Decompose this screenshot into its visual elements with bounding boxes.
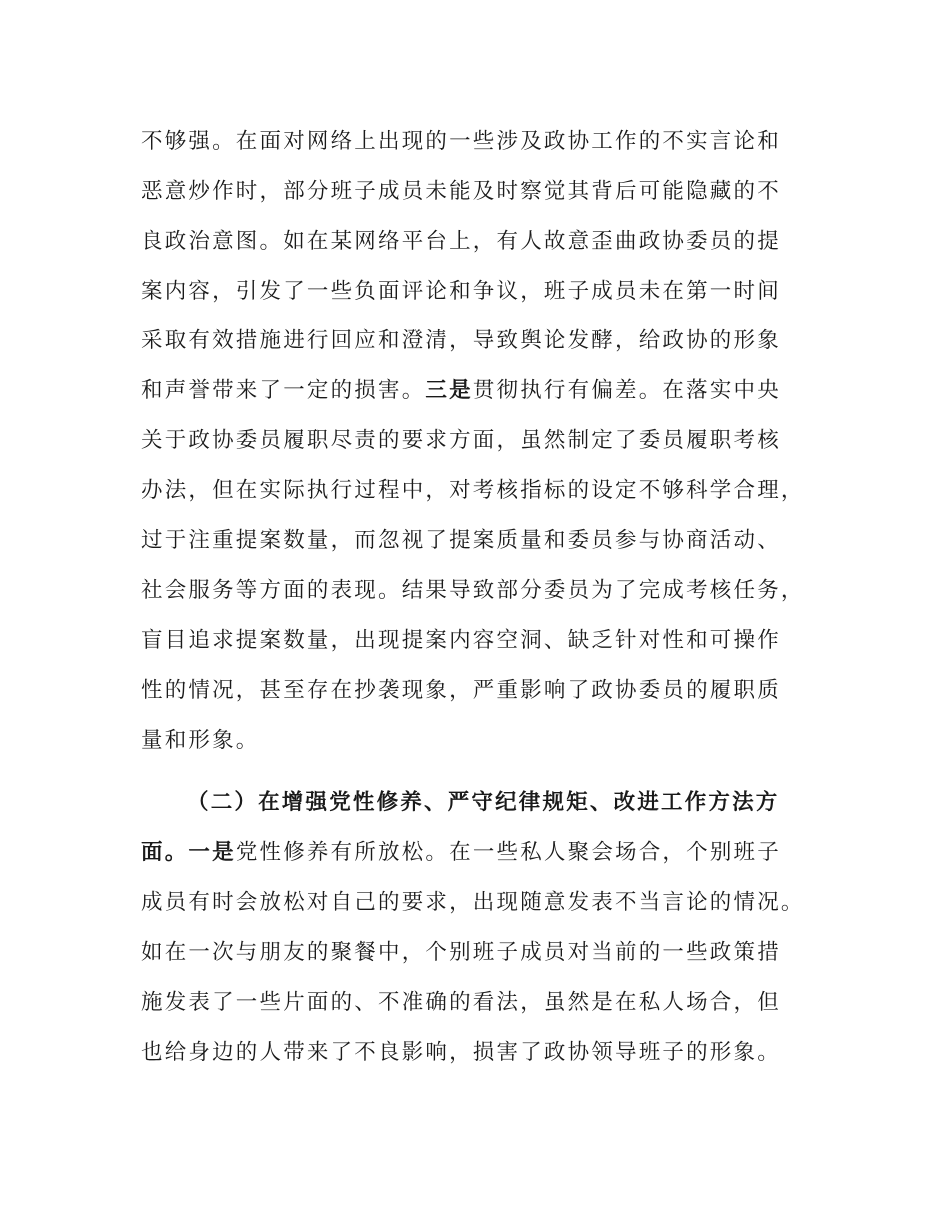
text-line: 过于注重提案数量，而忽视了提案质量和委员参与协商活动、 [141, 528, 781, 553]
text-line: 社会服务等方面的表现。结果导致部分委员为了完成考核任务， [141, 578, 805, 603]
text-line: 办法，但在实际执行过程中，对考核指标的设定不够科学合理， [141, 478, 805, 503]
text-line: 案内容，引发了一些负面评论和争议，班子成员未在第一时间 [141, 279, 781, 304]
text-line: 关于政协委员履职尽责的要求方面，虽然制定了委员履职考核 [141, 428, 781, 453]
text-run: 和声誉带来了一定的损害。 [141, 378, 426, 403]
text-line: 也给身边的人带来了不良影响，损害了政协领导班子的形象。 [141, 1040, 781, 1065]
text-line: 恶意炒作时，部分班子成员未能及时察觉其背后可能隐藏的不 [141, 179, 781, 204]
text-line: 施发表了一些片面的、不准确的看法，虽然是在私人场合，但 [141, 990, 781, 1015]
section-heading: （二）在增强党性修养、严守纪律规矩、改进工作方法方 [187, 790, 780, 815]
bold-lead: 面。一是 [141, 840, 236, 865]
text-run: 党性修养有所放松。在一些私人聚会场合，个别班子 [235, 840, 781, 865]
bold-lead: 三是 [425, 378, 473, 403]
text-line: 不够强。在面对网络上出现的一些涉及政协工作的不实言论和 [141, 129, 781, 154]
text-run: 贯彻执行有偏差。在落实中央 [472, 378, 781, 403]
text-line-mixed [141, 838, 781, 868]
text-line: 量和形象。 [141, 728, 260, 753]
text-line: 盲目追求提案数量，出现提案内容空洞、缺乏针对性和可操作 [141, 628, 781, 653]
text-line: 成员有时会放松对自己的要求，出现随意发表不当言论的情况。 [141, 890, 805, 915]
text-line-mixed [141, 376, 781, 406]
text-line: 良政治意图。如在某网络平台上，有人故意歪曲政协委员的提 [141, 229, 781, 254]
text-line: 性的情况，甚至存在抄袭现象，严重影响了政协委员的履职质 [141, 678, 781, 703]
text-line: 如在一次与朋友的聚餐中，个别班子成员对当前的一些政策措 [141, 940, 781, 965]
text-line: 采取有效措施进行回应和澄清，导致舆论发酵，给政协的形象 [141, 328, 781, 353]
